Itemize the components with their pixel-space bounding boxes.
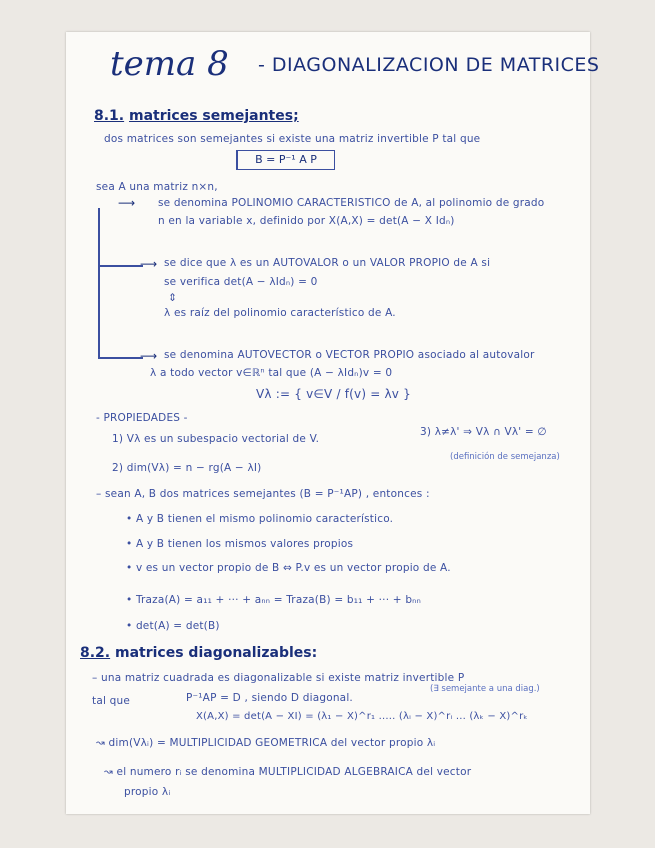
charpoly-line-2: n en la variable x, definido por X(A,X) = det(A − X Idₙ) xyxy=(158,215,455,227)
eigenvalue-line-2: se verifica det(A − λIdₙ) = 0 xyxy=(164,276,318,288)
semejanza-note: (definición de semejanza) xyxy=(450,452,560,462)
section-heading-8-2 xyxy=(80,645,317,661)
bracket-branch xyxy=(98,357,143,359)
list-item: • Traza(A) = a₁₁ + ··· + aₙₙ = Traza(B) = b₁₁ + ··· + bₙₙ xyxy=(126,594,421,606)
algebraic-multiplicity-line: ↝ el numero rᵢ se denomina MULTIPLICIDAD ALGEBRAICA del vector xyxy=(104,766,472,778)
property-2: 2) dim(Vλ) = n − rg(A − λI) xyxy=(112,462,262,474)
eigenvector-line-1: se denomina AUTOVECTOR o VECTOR PROPIO asociado al autovalor xyxy=(164,349,535,361)
page-title-cursive: tema 8 xyxy=(110,44,229,84)
eigenspace-definition: Vλ := { v∈V / f(v) = λv } xyxy=(256,387,411,401)
list-item: • det(A) = det(B) xyxy=(126,620,220,632)
boxed-equation: B = P⁻¹ A P xyxy=(236,150,335,170)
property-3: 3) λ≠λ' ⇒ Vλ ∩ Vλ' = ∅ xyxy=(420,426,547,438)
algebraic-multiplicity-line-2: propio λᵢ xyxy=(124,786,171,798)
eigenvector-line-2: λ a todo vector v∈ℝⁿ tal que (A − λIdₙ)v = 0 xyxy=(150,367,393,379)
sean-line: – sean A, B dos matrices semejantes (B = P⁻¹AP) , entonces : xyxy=(96,488,430,500)
section-title: matrices semejantes; xyxy=(129,108,299,124)
geometric-multiplicity-line: ↝ dim(Vλᵢ) = MULTIPLICIDAD GEOMETRICA del vector propio λᵢ xyxy=(96,737,436,749)
list-item: • A y B tienen el mismo polinomio característico. xyxy=(126,513,393,525)
diagonalizable-line-1: – una matriz cuadrada es diagonalizable si existe matriz invertible P xyxy=(92,672,465,684)
arrow-icon: ⟶ xyxy=(118,196,136,210)
section-number: 8.2. xyxy=(80,645,111,661)
arrow-icon: ⟶ xyxy=(140,257,158,271)
charpoly-line-1: se denomina POLINOMIO CARACTERISTICO de A, al polinomio de grado xyxy=(158,197,545,209)
arrow-icon: ⟶ xyxy=(140,349,158,363)
diagonalizable-equation: P⁻¹AP = D , siendo D diagonal. xyxy=(186,692,353,704)
charpoly-factorization: X(A,X) = det(A − XI) = (λ₁ − X)^r₁ ..... (λᵢ − X)^rᵢ ... (λₖ − X)^rₖ xyxy=(196,711,528,722)
properties-header: - PROPIEDADES - xyxy=(96,412,188,424)
bracket-branch xyxy=(98,265,143,267)
section-title: matrices diagonalizables: xyxy=(115,645,318,661)
diagonal-note: (∃ semejante a una diag.) xyxy=(430,684,540,694)
page-title-caps: - DIAGONALIZACION DE MATRICES xyxy=(258,54,600,76)
sea-line: sea A una matriz n×n, xyxy=(96,181,218,193)
intro-line: dos matrices son semejantes si existe una matriz invertible P tal que xyxy=(104,133,481,145)
section-heading-8-1 xyxy=(94,108,299,124)
eigenvalue-line-3: λ es raíz del polinomio característico de A. xyxy=(164,307,396,319)
equivalence-mark: ⇕ xyxy=(168,292,177,304)
diagonalizable-tal-que: tal que xyxy=(92,695,130,707)
eigenvalue-line-1: se dice que λ es un AUTOVALOR o un VALOR PROPIO de A si xyxy=(164,257,491,269)
bracket-line xyxy=(98,208,100,358)
section-number: 8.1. xyxy=(94,108,125,124)
list-item: • v es un vector propio de B ⇔ P.v es un vector propio de A. xyxy=(126,562,451,574)
property-1: 1) Vλ es un subespacio vectorial de V. xyxy=(112,433,320,445)
list-item: • A y B tienen los mismos valores propios xyxy=(126,538,353,550)
